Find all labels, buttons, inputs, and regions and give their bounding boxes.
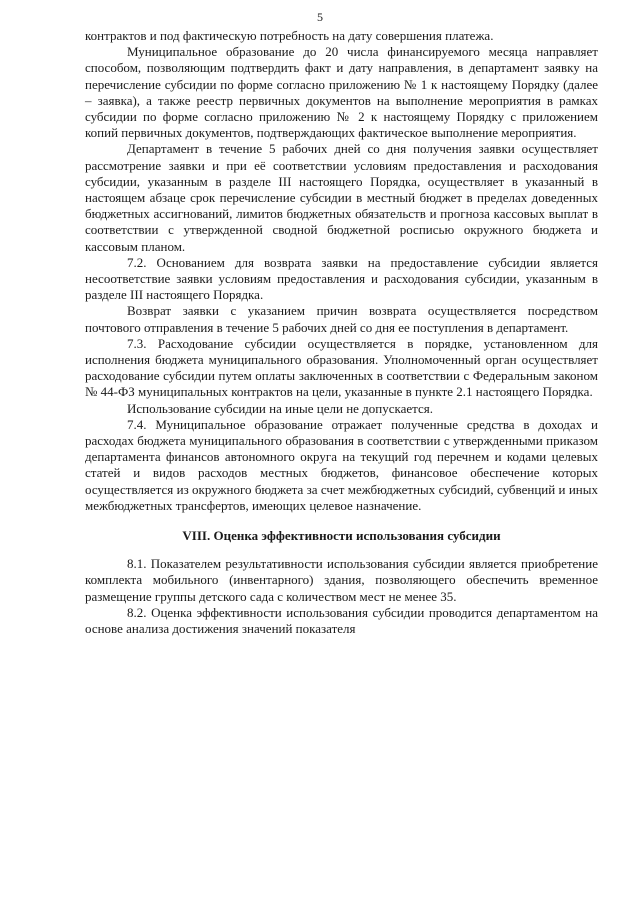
section-heading: VIII. Оценка эффективности использования субсидии (182, 528, 501, 544)
paragraph-application-submission: Муниципальное образование до 20 числа финансируемого месяца направляет способом, позволяющим подтвердить факт и дату направления, в департамент заявку на перечисление субсидии по форме согласно приложению № 1 к настоящему Порядку (далее – заявка), а также реестр первичных документов на выполнение мероприятия в рамках субсидии по форме согласно приложению № 2 к настоящему Порядку с приложением копий первичных документов, подтверждающих фактическое выполнение мероприятия. (85, 44, 598, 141)
paragraph-department-review: Департамент в течение 5 рабочих дней со дня получения заявки осуществляет рассмотрение заявки и при её соответствии условиям предоставления и расходования субсидии, указанным в разделе III настоящего Порядка, осуществляет в указанный в настоящем абзаце срок перечисление субсидии в местный бюджет в пределах доведенных бюджетных ассигнований, лимитов бюджетных обязательств и прогноза кассовых выплат в соответствии с утвержденной сводной бюджетной росписью окружного бюджета и кассовым планом. (85, 141, 598, 254)
spacer (85, 544, 598, 556)
paragraph-7-3: 7.3. Расходование субсидии осуществляется в порядке, установленном для исполнения бюджета муниципального образования. Уполномоченный орган осуществляет расходование субсидии путем оплаты заключенных в соответствии с Федеральным законом № 44-ФЗ муниципальных контрактов на цели, указанные в пункте 2.1 настоящего Порядка. (85, 335, 598, 400)
paragraph-application-return: Возврат заявки с указанием причин возврата осуществляется посредством почтового отправления в течение 5 рабочих дней со дня ее поступления в департамент. (85, 303, 598, 335)
paragraph-8-2: 8.2. Оценка эффективности использования субсидии проводится департаментом на основе анализа достижения значений показателя (85, 604, 598, 636)
paragraph-8-1: 8.1. Показателем результативности использования субсидии является приобретение комплекта мобильного (инвентарного) здания, позволяющего обеспечить временное размещение группы детского сада с количеством мест не менее 35. (85, 556, 598, 604)
paragraph-7-4: 7.4. Муниципальное образование отражает полученные средства в доходах и расходах бюджета муниципального образования в соответствии с утвержденными приказом департамента финансов автономного округа на текущий год перечнем и кодами целевых статей и видов расходов местных бюджетов, финансовое обеспечение которых осуществляется из окружного бюджета за счет межбюджетных субсидий, субвенций и иных межбюджетных трансфертов, имеющих целевое назначение. (85, 416, 598, 513)
spacer (85, 514, 598, 528)
paragraph-continuation: контрактов и под фактическую потребность на дату совершения платежа. (85, 28, 494, 43)
paragraph-other-purposes: Использование субсидии на иные цели не допускается. (127, 400, 434, 416)
paragraph-7-2: 7.2. Основанием для возврата заявки на предоставление субсидии является несоответствие заявки условиям предоставления и расходования субсидии, указанным в разделе III настоящего Порядка. (85, 254, 598, 303)
page-number: 5 (317, 10, 323, 24)
document-body (85, 28, 598, 637)
